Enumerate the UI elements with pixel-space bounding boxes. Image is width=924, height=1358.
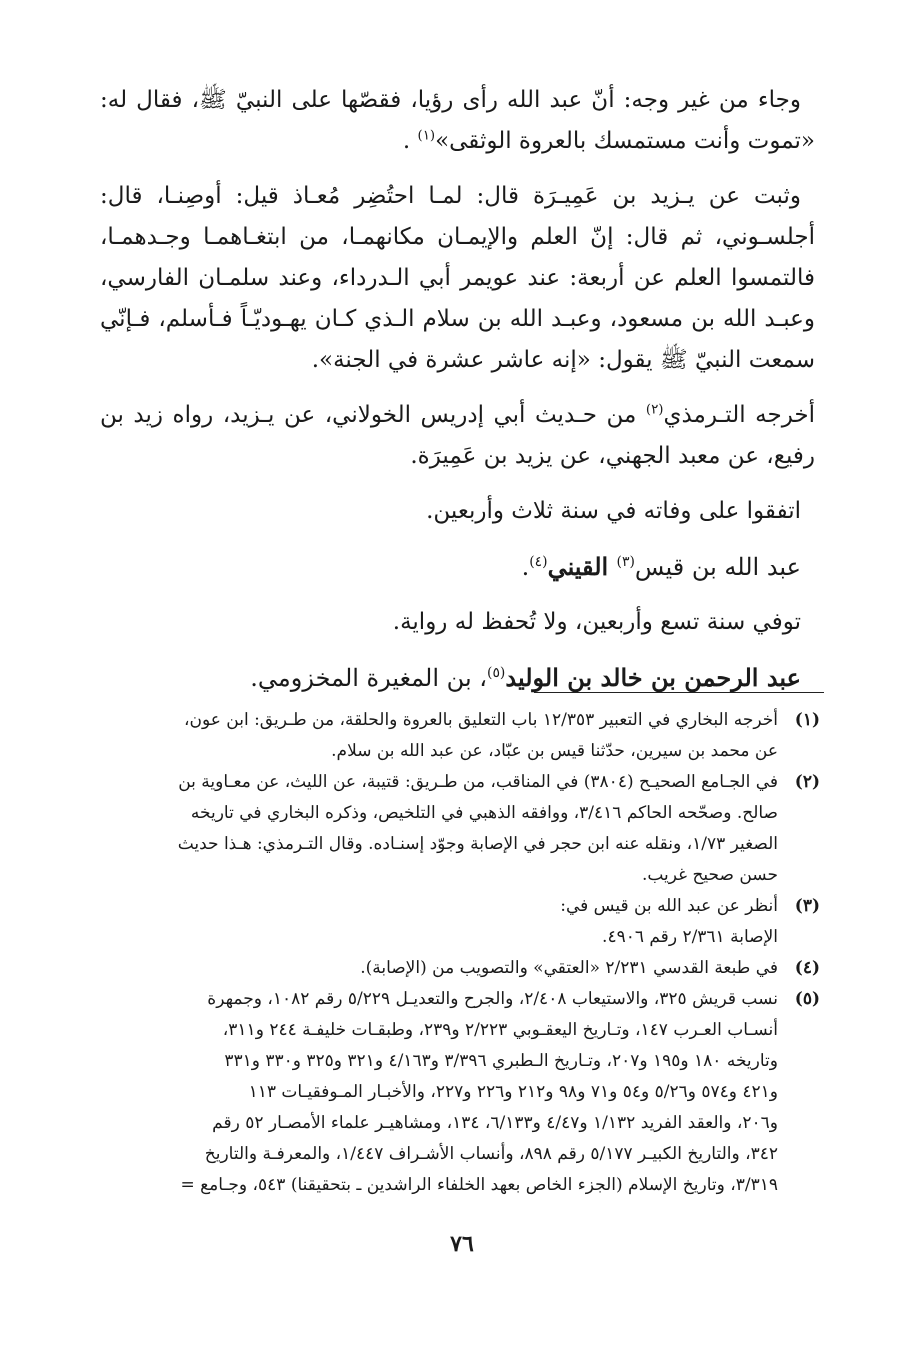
paragraph-3-text-b: من حـديث أبي إدريس الخولاني، عن يـزيد، رواه زيد بن رفيع، عن معبد الجهني، عن يزيد بن عَمِيرَة.	[100, 402, 815, 469]
heading-abdullah-ibn-qays	[100, 546, 815, 588]
footnote-line: أنسـاب العـرب ١٤٧، وتـاريخ اليعقـوبي ٢/٢٢٣ و٢٣٩، وطبقـات خليفـة ٢٤٤ و٣١١،	[222, 1020, 778, 1040]
footnote-line: أنظر عن عبد الله بن قيس في:	[560, 896, 778, 916]
footnote-5	[100, 984, 820, 1201]
page-number: ٧٦	[450, 1231, 474, 1257]
footnote-1	[100, 705, 820, 767]
paragraph-2: وثبت عن يـزيد بن عَمِيـرَة قال: لمـا احتُضِر مُعـاذ قيل: أوصِنـا، قال: أجلسـوني، ثم قال: إنّ العلم والإيمـان مكانهمـا، من ابتغـاهمـا وجـدهمـا، فالتمسوا العلم عن أربعة: عند عويمر أبي الـدرداء، وعند سلمـان الفارسي، وعبـد الله بن مسعود، وعبـد الله بن سلام الـذي كـان يهـوديّـاً فـأسلم، فـإنّي سمعت النبيّ ﷺ يقول: «إنه عاشر عشرة في الجنة».	[100, 183, 815, 373]
footnote-ref-4: (٤)	[529, 554, 548, 570]
paragraph-3	[100, 395, 815, 477]
footnote-text	[100, 984, 778, 1201]
heading-1-text-b: القيني	[547, 552, 617, 581]
footnote-line: أخرجه البخاري في التعبير ١٢/٣٥٣ باب التعليق بالعروة والحلقة، من طـريق: ابن عون،	[183, 710, 778, 730]
footnote-number: (٣)	[794, 896, 820, 916]
footnote-ref-1: (١)	[417, 128, 436, 144]
paragraph-3-text-a: أخرجه التـرمذي	[663, 402, 815, 428]
heading-1-text-a: عبد الله بن قيس	[634, 553, 801, 581]
paragraph-1-text: وجاء من غير وجه: أنّ عبد الله رأى رؤيا، فقصّها على النبيّ ﷺ، فقال له: «تموت وأنت مستمسك بالعروة الوثقى»	[100, 87, 815, 154]
paragraph-5: توفي سنة تسع وأربعين، ولا تُحفظ له رواية.	[392, 609, 801, 635]
heading-1-end: .	[521, 553, 530, 581]
footnote-number: (٢)	[794, 772, 820, 792]
main-text	[100, 80, 815, 713]
footnote-ref-3: (٣)	[616, 554, 635, 570]
footnote-separator	[534, 692, 824, 693]
footnote-line: نسب قريش ٣٢٥، والاستيعاب ٢/٤٠٨، والجرح والتعديـل ٥/٢٢٩ رقم ١٠٨٢، وجمهرة	[207, 989, 778, 1009]
heading-2-text-b: ، بن المغيرة المخزومي.	[250, 664, 487, 692]
footnote-number: (١)	[794, 710, 820, 730]
footnotes	[100, 705, 820, 1201]
footnote-ref-5: (٥)	[487, 665, 506, 681]
footnote-number: (٥)	[794, 989, 820, 1009]
footnote-text	[100, 953, 778, 984]
footnote-line: صالح. وصحّحه الحاكم ٣/٤١٦، ووافقه الذهبي في التلخيص، وذكره البخاري في تاريخه	[190, 803, 778, 823]
footnote-text	[100, 705, 778, 767]
footnote-text	[100, 891, 778, 953]
paragraph-1-end: .	[402, 128, 418, 154]
footnote-line: و٢٠٦، والعقد الفريد ١/١٣٢ و٤/٤٧ و٦/١٣٣، ١٣٤، ومشاهيـر علماء الأمصـار ٥٢ رقم	[212, 1113, 778, 1133]
footnote-number: (٤)	[794, 958, 820, 978]
footnote-line: حسن صحيح غريب.	[641, 865, 778, 885]
footnote-3	[100, 891, 820, 953]
paragraph-1	[100, 80, 815, 162]
footnote-line: ٣/٣١٩، وتاريخ الإسلام (الجزء الخاص بعهد الخلفاء الراشدين ـ بتحقيقنا) ٥٤٣، وجـامع =	[180, 1175, 778, 1195]
paragraph-4: اتفقوا على وفاته في سنة ثلاث وأربعين.	[426, 498, 801, 524]
footnote-line: و٤٢١ و٥٧٤ و٥/٢٦ و٥٤ و٧١ و٩٨ و٢١٢ و٢٢٦ و٢٢٧، والأخبـار المـوفقيـات ١١٣	[248, 1082, 778, 1102]
footnote-ref-2: (٢)	[645, 402, 664, 418]
footnote-2	[100, 767, 820, 891]
footnote-line: عن محمد بن سيرين، حدّثنا قيس بن عبّاد، عن عبد الله بن سلام.	[331, 741, 778, 761]
footnote-line: في طبعة القدسي ٢/٢٣١ «العتقي» والتصويب من (الإصابة).	[360, 958, 778, 978]
footnote-text	[100, 767, 778, 891]
footnote-line: الإصابة ٢/٣٦١ رقم ٤٩٠٦.	[602, 927, 778, 947]
footnote-4	[100, 953, 820, 984]
footnote-line: ٣٤٢، والتاريخ الكبيـر ٥/١٧٧ رقم ٨٩٨، وأنساب الأشـراف ١/٤٤٧، والمعرفـة والتاريخ	[204, 1144, 778, 1164]
footnote-line: الصغير ١/٧٣، ونقله عنه ابن حجر في الإصابة وجوّد إسنـاده. وقال التـرمذي: هـذا حديث	[177, 834, 778, 854]
footnote-line: في الجـامع الصحيـح (٣٨٠٤) في المناقب، من طـريق: قتيبة، عن الليث، عن معـاوية بن	[178, 772, 778, 792]
heading-2-text-a: عبد الرحمن بن خالد بن الوليد	[505, 663, 801, 692]
footnote-line: وتاريخه ١٨٠ و١٩٥ و٢٠٧، وتـاريخ الـطبري ٣/٣٩٦ و٤/١٦٣ و٣٢١ و٣٢٥ و٣٣٠ و٣٣١	[224, 1051, 778, 1071]
